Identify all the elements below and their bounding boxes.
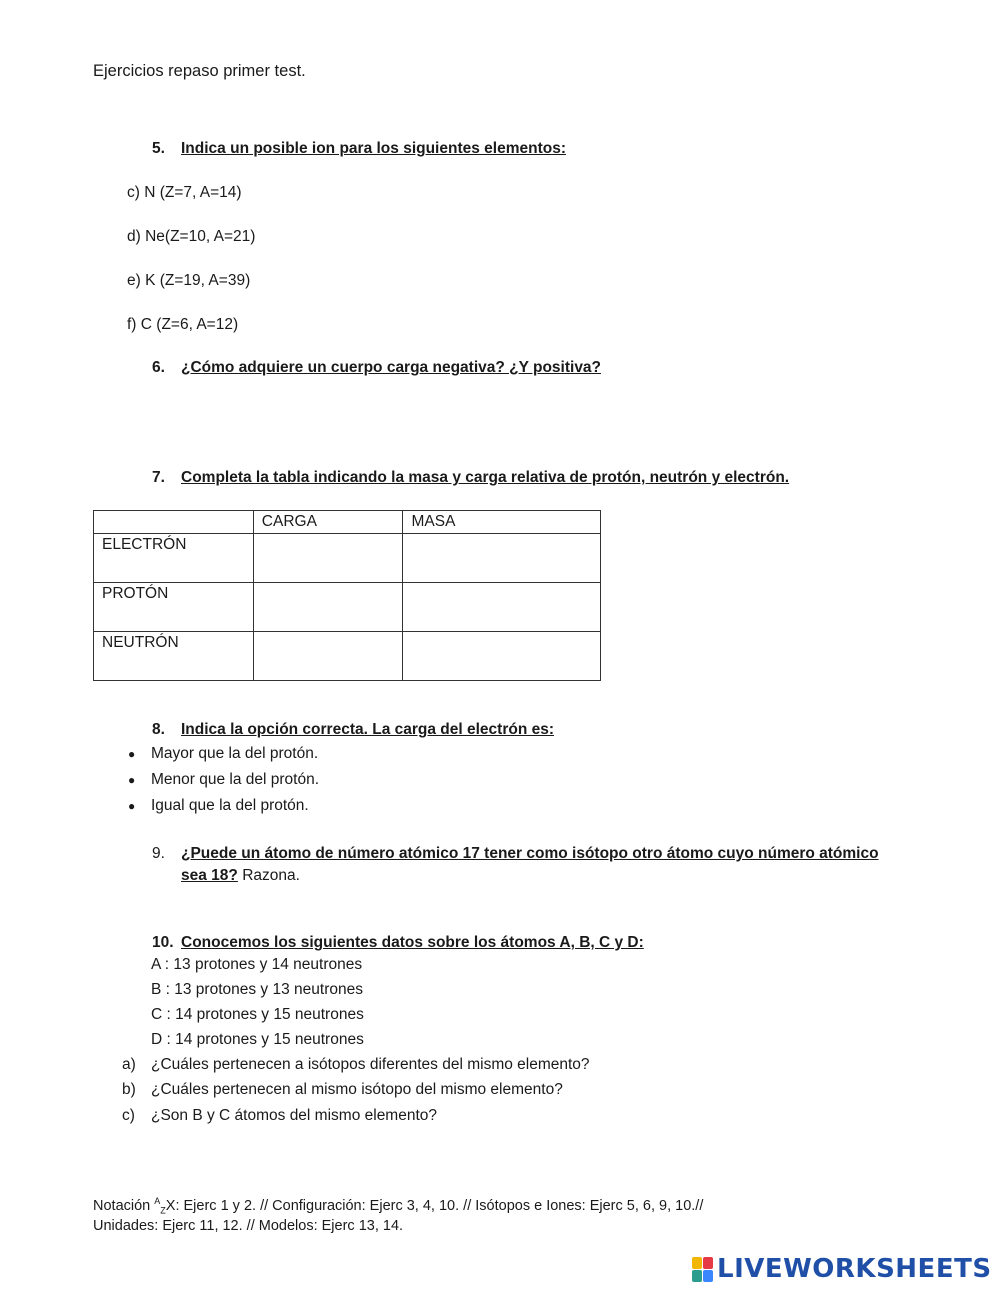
table-header-cell: MASA: [403, 511, 601, 534]
question-text: Completa la tabla indicando la masa y carga relativa de protón, neutrón y electrón.: [181, 469, 790, 486]
question-text: sea 18?: [181, 867, 238, 884]
footer-text: Notación: [93, 1197, 155, 1214]
item-text: ¿Cuáles pertenecen al mismo isótopo del mismo elemento?: [151, 1081, 563, 1098]
item-label: f): [127, 316, 137, 333]
option-text: Igual que la del protón.: [151, 797, 309, 814]
question-text: Indica la opción correcta. La carga del electrón es:: [181, 721, 554, 738]
question-5: [152, 140, 566, 158]
answer-cell-carga[interactable]: [253, 583, 403, 632]
atom-data-line: B : 13 protones y 13 neutrones: [151, 981, 363, 998]
item-text: ¿Son B y C átomos del mismo elemento?: [151, 1107, 438, 1124]
row-label: ELECTRÓN: [94, 534, 254, 583]
question-number: 9.: [152, 845, 165, 862]
option-item: [128, 745, 318, 763]
item-label: c): [127, 184, 140, 201]
particles-table: [93, 510, 601, 681]
question-text: Conocemos los siguientes datos sobre los átomos A, B, C y D:: [181, 934, 644, 951]
atom-data-line: C : 14 protones y 15 neutrones: [151, 1006, 364, 1023]
question-text: Indica un posible ion para los siguientes elementos:: [181, 140, 566, 157]
table-row: [94, 583, 601, 632]
item-text: C (Z=6, A=12): [140, 316, 239, 333]
footer-line-1: [93, 1196, 703, 1216]
question-suffix: Razona.: [237, 867, 300, 884]
question-number: 6.: [152, 359, 165, 376]
bullet-icon: ●: [128, 799, 136, 813]
logo-tiles-icon: [692, 1257, 713, 1282]
table-row: [94, 632, 601, 681]
atom-data-line: D : 14 protones y 15 neutrones: [151, 1031, 364, 1048]
list-item: [127, 316, 238, 334]
item-label: d): [127, 228, 141, 245]
question-9: [152, 845, 879, 863]
liveworksheets-logo: [692, 1256, 992, 1282]
atom-data-line: A : 13 protones y 14 neutrones: [151, 956, 363, 973]
question-8: [152, 721, 554, 739]
row-label: PROTÓN: [94, 583, 254, 632]
item-label: a): [122, 1056, 136, 1073]
item-label: e): [127, 272, 141, 289]
answer-cell-carga[interactable]: [253, 534, 403, 583]
option-item: [128, 797, 309, 815]
question-9-line2: [181, 867, 300, 885]
bullet-icon: ●: [128, 773, 136, 787]
footer-line-2: Unidades: Ejerc 11, 12. // Modelos: Ejerc 13, 14.: [93, 1218, 404, 1234]
list-item: [127, 228, 255, 246]
row-label: NEUTRÓN: [94, 632, 254, 681]
item-text: N (Z=7, A=14): [144, 184, 242, 201]
answer-cell-masa[interactable]: [403, 632, 601, 681]
question-text: ¿Cómo adquiere un cuerpo carga negativa? ¿Y positiva?: [181, 359, 602, 376]
table-header-row: [94, 511, 601, 534]
option-text: Mayor que la del protón.: [151, 745, 319, 762]
answer-cell-masa[interactable]: [403, 534, 601, 583]
question-10: [152, 934, 644, 952]
item-text: Ne(Z=10, A=21): [145, 228, 256, 245]
item-label: c): [122, 1107, 135, 1124]
question-number: 8.: [152, 721, 165, 738]
question-7: [152, 469, 789, 487]
page-title: Ejercicios repaso primer test.: [93, 62, 306, 80]
list-item: [122, 1081, 563, 1099]
question-text: ¿Puede un átomo de número atómico 17 tener como isótopo otro átomo cuyo número atómico: [181, 845, 879, 862]
list-item: [127, 272, 250, 290]
list-item: [122, 1107, 437, 1125]
question-6: [152, 359, 601, 377]
logo-wordmark: LIVEWORKSHEETS: [717, 1254, 992, 1284]
list-item: [122, 1056, 590, 1074]
table-row: [94, 534, 601, 583]
option-text: Menor que la del protón.: [151, 771, 320, 788]
answer-cell-masa[interactable]: [403, 583, 601, 632]
footer-sub: Z: [160, 1205, 166, 1216]
answer-cell-carga[interactable]: [253, 632, 403, 681]
item-text: ¿Cuáles pertenecen a isótopos diferentes del mismo elemento?: [151, 1056, 590, 1073]
item-label: b): [122, 1081, 136, 1098]
table-header-cell: [94, 511, 254, 534]
question-number: 5.: [152, 140, 165, 157]
question-number: 10.: [152, 934, 174, 951]
list-item: [127, 184, 242, 202]
footer-text: X: Ejerc 1 y 2. // Configuración: Ejerc 3, 4, 10. // Isótopos e Iones: Ejerc 5, 6, 9, 10.//: [165, 1197, 704, 1214]
question-number: 7.: [152, 469, 165, 486]
option-item: [128, 771, 319, 789]
footer-sup: A: [154, 1196, 161, 1206]
table-header-cell: CARGA: [253, 511, 403, 534]
item-text: K (Z=19, A=39): [145, 272, 251, 289]
bullet-icon: ●: [128, 747, 136, 761]
